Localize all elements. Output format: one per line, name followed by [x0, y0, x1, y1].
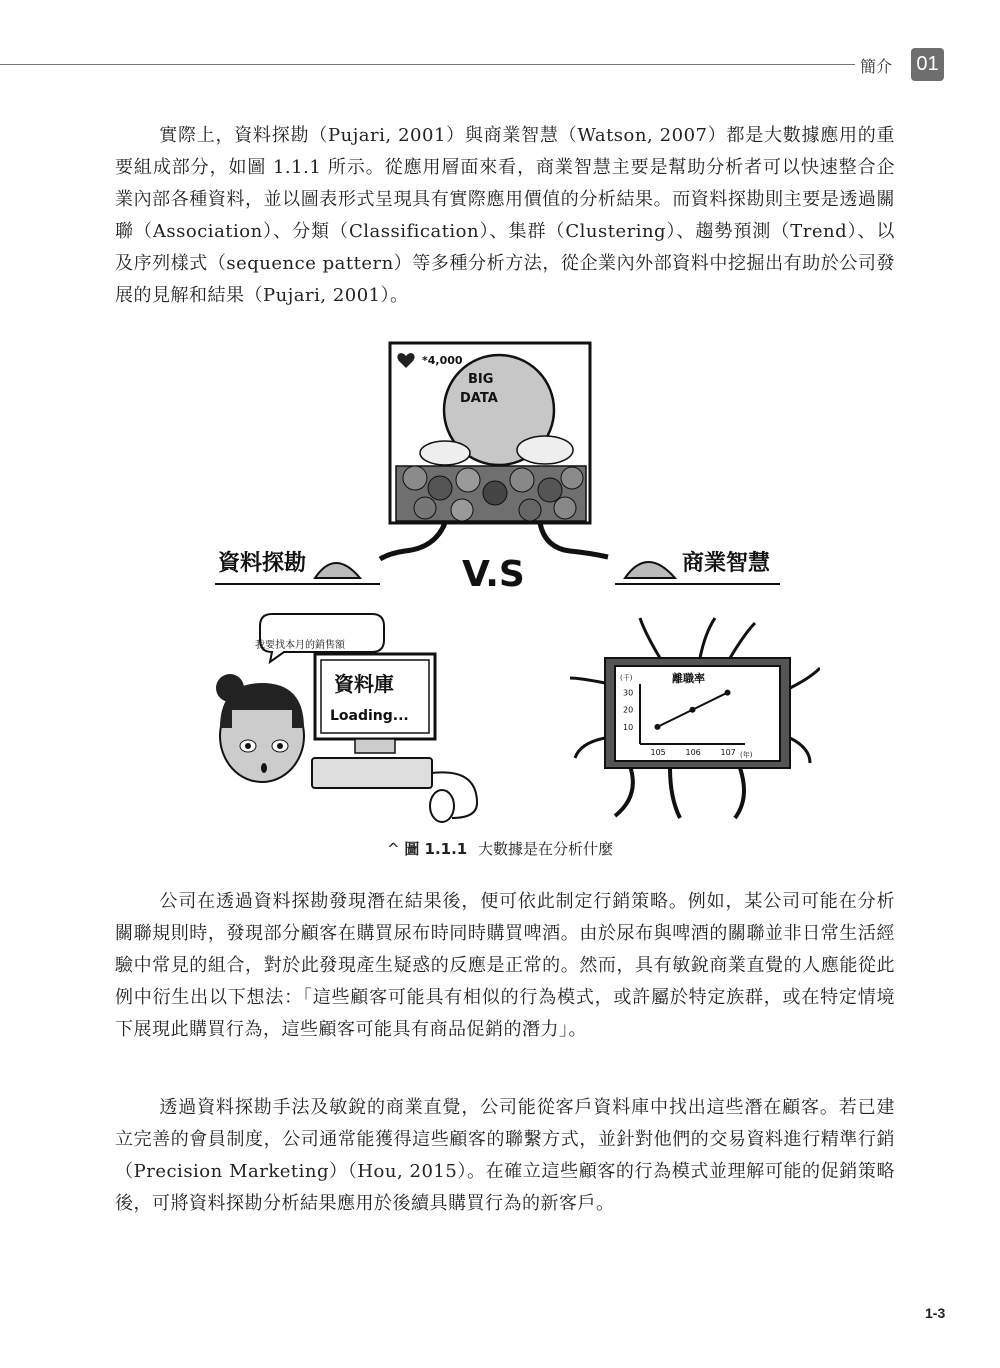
monitor-stand	[355, 739, 395, 753]
chart-point	[725, 690, 731, 696]
right-root	[540, 523, 608, 557]
right-blob-character	[625, 562, 675, 578]
chart-title: 離職率	[672, 672, 705, 685]
speech-text: 我要找本月的銷售額	[255, 640, 345, 651]
chart-point	[690, 707, 696, 713]
page-number: 1-3	[925, 1305, 946, 1321]
paragraph-3-text: 透過資料探勘手法及敏銳的商業直覺，公司能從客戶資料庫中找出這些潛在顧客。若已建立完善的會員制度，公司通常能獲得這些顧客的聯繫方式，並針對他們的交易資料進行精準行銷（Precision Marketing）（Hou, 2015）。在確立這些顧客的行為模式並理解可能的促銷策略後，可將資料探勘分析結果應用於後續具購買行為的新客戶。	[115, 1097, 895, 1214]
chart-xlabel: (年)	[740, 751, 753, 759]
figure-illustration	[200, 338, 820, 838]
chart-point	[655, 724, 661, 730]
left-root	[380, 523, 445, 559]
data-mining-title: 資料探勘	[218, 551, 307, 576]
figure-big-data	[200, 338, 820, 838]
chart-xtick-label: 107	[720, 748, 736, 757]
chart-ytick-label: 30	[623, 688, 634, 698]
chart-xtick-label: 106	[685, 748, 701, 757]
computer-mouse	[430, 790, 454, 822]
chart-ytick-label: 20	[623, 705, 634, 715]
chart-xtick-label: 105	[650, 748, 666, 757]
left-blob-character	[315, 563, 360, 578]
paragraph-2	[115, 886, 895, 1046]
girl-character	[216, 674, 304, 782]
big-label: BIG	[468, 372, 494, 387]
like-count: *4,000	[422, 354, 463, 367]
header-rule	[0, 64, 855, 65]
paragraph-2-text: 公司在透過資料探勘發現潛在結果後，便可依此制定行銷策略。例如，某公司可能在分析關聯規則時，發現部分顧客在購買尿布時同時購買啤酒。由於尿布與啤酒的關聯並非日常生活經驗中常見的組合，對於此發現產生疑惑的反應是正常的。然而，具有敏銳商業直覺的人應能從此例中衍生出以下想法：「這些顧客可能具有相似的行為模式，或許屬於特定族群，或在特定情境下展現此購買行為，這些顧客可能具有商品促銷的潛力」。	[115, 891, 895, 1040]
business-intelligence-title: 商業智慧	[682, 551, 771, 576]
figure-caption	[0, 838, 1000, 859]
chapter-number-badge: 01	[911, 48, 944, 81]
keyboard	[312, 758, 432, 788]
paragraph-1	[115, 120, 895, 312]
paragraph-1-text: 實際上，資料探勘（Pujari, 2001）與商業智慧（Watson, 2007）都是大數據應用的重要組成部分，如圖 1.1.1 所示。從應用層面來看，商業智慧主要是幫助分析者可以快速整合企業內部各種資料，並以圖表形式呈現具有實際應用價值的分析結果。而資料探勘則主要是透過關聯（Association）、分類（Classification）、集群（Clustering）、趨勢預測（Trend）、以及序列樣式（sequence pattern）等多種分析方法，從企業內外部資料中挖掘出有助於公司發展的見解和結果（Pujari, 2001）。	[115, 125, 895, 306]
caption-arrow-icon: ^	[386, 840, 400, 858]
chart-ylabel: (千)	[620, 674, 633, 682]
caption-text: 大數據是在分析什麼	[478, 840, 614, 858]
screen-status: Loading...	[330, 708, 409, 724]
screen-title: 資料庫	[334, 672, 394, 696]
chapter-title: 簡介	[860, 57, 893, 76]
caption-label: 圖 1.1.1	[404, 840, 468, 858]
data-label: DATA	[460, 391, 498, 406]
chart-ytick-label: 10	[623, 722, 634, 732]
vs-label: V.S	[462, 554, 525, 595]
paragraph-3	[115, 1092, 895, 1220]
